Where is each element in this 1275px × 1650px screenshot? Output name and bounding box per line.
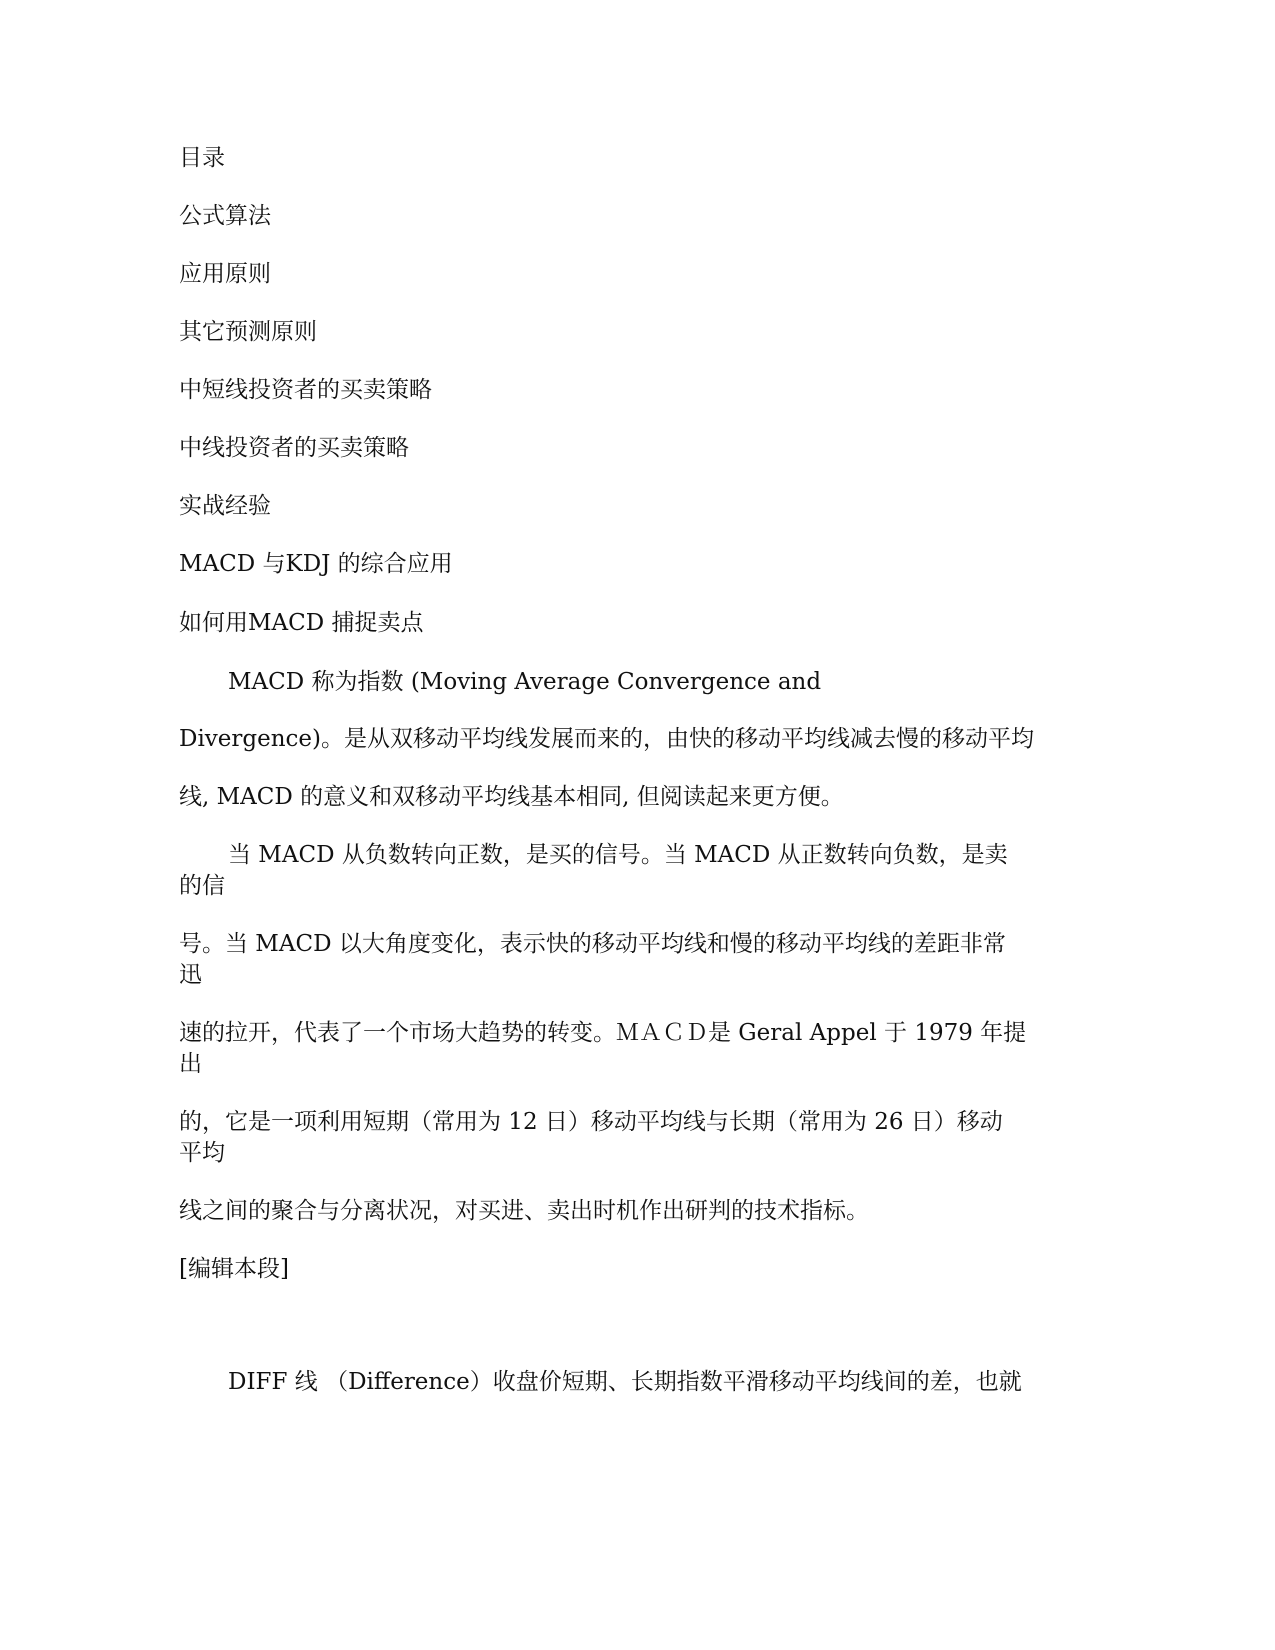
paragraph-line: 线, MACD 的意义和双移动平均线基本相同, 但阅读起来更方便。 bbox=[179, 784, 844, 810]
paragraph-line: 号。当 MACD 以大角度变化，表示快的移动平均线和慢的移动平均线的差距非常 bbox=[179, 931, 1006, 957]
paragraph-line: 出 bbox=[179, 1051, 202, 1077]
toc-title: 目录 bbox=[179, 145, 225, 171]
toc-item-other-forecast[interactable]: 其它预测原则 bbox=[179, 319, 317, 345]
paragraph-line: 线之间的聚合与分离状况，对买进、卖出时机作出研判的技术指标。 bbox=[179, 1198, 869, 1224]
toc-item-mid-strategy[interactable]: 中线投资者的买卖策略 bbox=[179, 435, 409, 461]
paragraph-line: DIFF 线 （Difference）收盘价短期、长期指数平滑移动平均线间的差，也就 bbox=[228, 1369, 1022, 1395]
paragraph-line: 当 MACD 从负数转向正数，是买的信号。当 MACD 从正数转向负数，是卖 bbox=[228, 842, 1008, 868]
toc-item-experience[interactable]: 实战经验 bbox=[179, 493, 271, 519]
toc-item-formula[interactable]: 公式算法 bbox=[179, 203, 271, 229]
paragraph-line: 迅 bbox=[179, 962, 202, 988]
edit-section-link[interactable]: [编辑本段] bbox=[179, 1256, 289, 1282]
paragraph-line: 的，它是一项利用短期（常用为 12 日）移动平均线与长期（常用为 26 日）移动 bbox=[179, 1109, 1003, 1135]
toc-item-macd-kdj[interactable]: MACD 与KDJ 的综合应用 bbox=[179, 551, 453, 577]
toc-item-macd-sell[interactable]: 如何用MACD 捕捉卖点 bbox=[179, 610, 424, 636]
toc-item-short-mid-strategy[interactable]: 中短线投资者的买卖策略 bbox=[179, 377, 432, 403]
toc-item-application[interactable]: 应用原则 bbox=[179, 261, 271, 287]
paragraph-line: 速的拉开，代表了一个市场大趋势的转变。ＭＡＣＤ是 Geral Appel 于 1979 年提 bbox=[179, 1020, 1027, 1046]
paragraph-line: Divergence)。是从双移动平均线发展而来的，由快的移动平均线减去慢的移动平均 bbox=[179, 726, 1035, 752]
paragraph-line: 的信 bbox=[179, 873, 225, 899]
paragraph-line: 平均 bbox=[179, 1140, 225, 1166]
paragraph-line: MACD 称为指数 (Moving Average Convergence and bbox=[228, 669, 822, 695]
